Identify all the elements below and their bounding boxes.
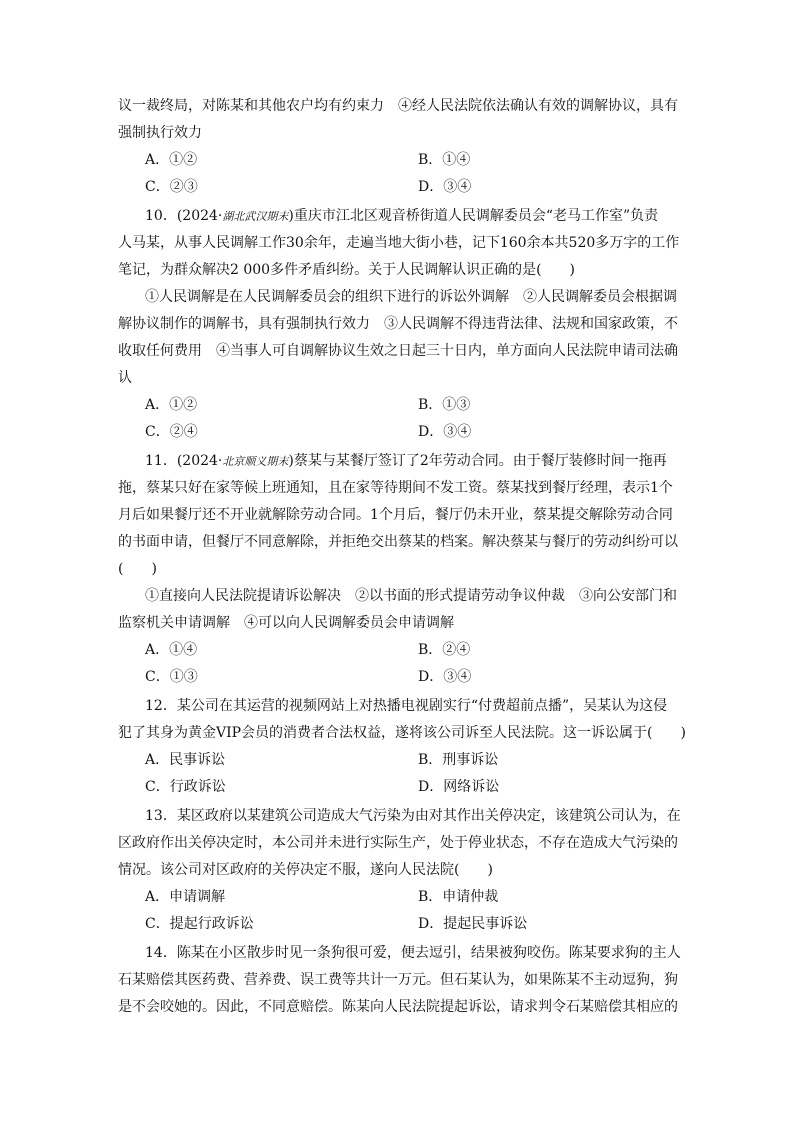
- q12-option-a: A．民事诉讼: [145, 752, 226, 768]
- q12-option-b: B．刑事诉讼: [418, 752, 499, 768]
- q11-stem-start: 蔡某与某餐厅签订了2年劳动合同。由于餐厅装修时间一拖再: [293, 453, 667, 469]
- q13-option-c: C．提起行政诉讼: [145, 916, 254, 932]
- q9-text-line-2: 强制执行效力: [118, 125, 202, 141]
- q10-option-d: D．③④: [418, 424, 472, 440]
- q11-option-c: C．①③: [145, 669, 198, 685]
- q13-option-d: D．提起民事诉讼: [418, 916, 528, 932]
- q9-option-b: B．①④: [418, 152, 471, 168]
- q14-text-line-1: 14．陈某在小区散步时见一条狗很可爱，便去逗引，结果被狗咬伤。陈某要求狗的主人: [145, 945, 681, 961]
- q10-option-c: C．②④: [145, 424, 198, 440]
- q11-text-line-5: ( ): [118, 561, 157, 577]
- q13-option-b: B．申请仲裁: [418, 889, 499, 905]
- q11-option-a: A．①④: [145, 642, 198, 658]
- q11-source: 北京顺义期末: [222, 455, 289, 468]
- q10-text-line-3: 笔记，为群众解决2 000多件矛盾纠纷。关于人民调解认识正确的是( ): [118, 262, 576, 278]
- q10-text-line-2: 人马某，从事人民调解工作30余年，走遍当地大街小巷，记下160余本共520多万字的工作: [118, 235, 680, 251]
- q9-option-d: D．③④: [418, 179, 472, 195]
- q14-text-line-2: 石某赔偿其医药费、营养费、误工费等共计一万元。但石某认为，如果陈某不主动逗狗，狗: [118, 972, 678, 988]
- q10-statement-line-2: 解协议制作的调解书，具有强制执行效力 ③人民调解不得违背法律、法规和国家政策，不: [118, 316, 678, 332]
- q10-text-line-1: [145, 207, 658, 226]
- q9-text-line-1: 议一裁终局，对陈某和其他农户均有约束力 ④经人民法院依法确认有效的调解协议，具有: [118, 98, 678, 114]
- q10-source-close: ): [288, 208, 294, 224]
- q10-source-open: (2024·: [176, 208, 223, 224]
- q11-number: 11．: [145, 453, 177, 469]
- q11-statement-line-2: 监察机关申请调解 ④可以向人民调解委员会申请调解: [118, 615, 454, 631]
- q13-option-a: A．申请调解: [145, 889, 226, 905]
- q10-stem-start: 重庆市江北区观音桥街道人民调解委员会“老马工作室”负责: [293, 208, 659, 224]
- q12-option-d: D．网络诉讼: [418, 779, 500, 795]
- q11-text-line-4: 的书面申请，但餐厅不同意解除，并拒绝交出蔡某的档案。解决蔡某与餐厅的劳动纠纷可以: [118, 534, 678, 550]
- q12-option-c: C．行政诉讼: [145, 779, 226, 795]
- q10-statement-line-4: 认: [118, 370, 132, 386]
- q14-text-line-3: 是不会咬她的。因此，不同意赔偿。陈某向人民法院提起诉讼，请求判令石某赔偿其相应的: [118, 999, 678, 1015]
- q13-text-line-2: 区政府作出关停决定时，本公司并未进行实际生产，处于停业状态，不存在造成大气污染的: [118, 835, 678, 851]
- q11-text-line-3: 月后如果餐厅还不开业就解除劳动合同。1个月后，餐厅仍未开业，蔡某提交解除劳动合同: [118, 507, 673, 523]
- q11-source-close: ): [288, 453, 294, 469]
- q9-option-c: C．②③: [145, 179, 198, 195]
- q11-option-d: D．③④: [418, 669, 472, 685]
- q10-source: 湖北武汉期末: [222, 210, 289, 223]
- q10-option-a: A．①②: [145, 397, 198, 413]
- q13-text-line-1: 13．某区政府以某建筑公司造成大气污染为由对其作出关停决定，该建筑公司认为，在: [145, 808, 681, 824]
- q11-option-b: B．②④: [418, 642, 471, 658]
- q12-text-line-2: 犯了其身为黄金VIP会员的消费者合法权益，遂将该公司诉至人民法院。这一诉讼属于( ): [118, 725, 686, 741]
- q12-text-line-1: 12．某公司在其运营的视频网站上对热播电视剧实行“付费超前点播”，吴某认为这侵: [145, 698, 668, 714]
- q10-option-b: B．①③: [418, 397, 471, 413]
- q11-text-line-2: 拖，蔡某只好在家等候上班通知，且在家等待期间不发工资。蔡某找到餐厅经理，表示1个: [118, 480, 673, 496]
- q10-statement-line-3: 收取任何费用 ④当事人可自调解协议生效之日起三十日内，单方面向人民法院申请司法确: [118, 343, 678, 359]
- q11-text-line-1: [145, 452, 667, 471]
- q11-source-open: (2024·: [176, 453, 223, 469]
- q10-statement-line-1: ①人民调解是在人民调解委员会的组织下进行的诉讼外调解 ②人民调解委员会根据调: [145, 289, 677, 305]
- q9-option-a: A．①②: [145, 152, 198, 168]
- q11-statement-line-1: ①直接向人民法院提请诉讼解决 ②以书面的形式提请劳动争议仲裁 ③向公安部门和: [145, 588, 677, 604]
- q10-number: 10．: [145, 208, 177, 224]
- q13-text-line-3: 情况。该公司对区政府的关停决定不服，遂向人民法院( ): [118, 862, 493, 878]
